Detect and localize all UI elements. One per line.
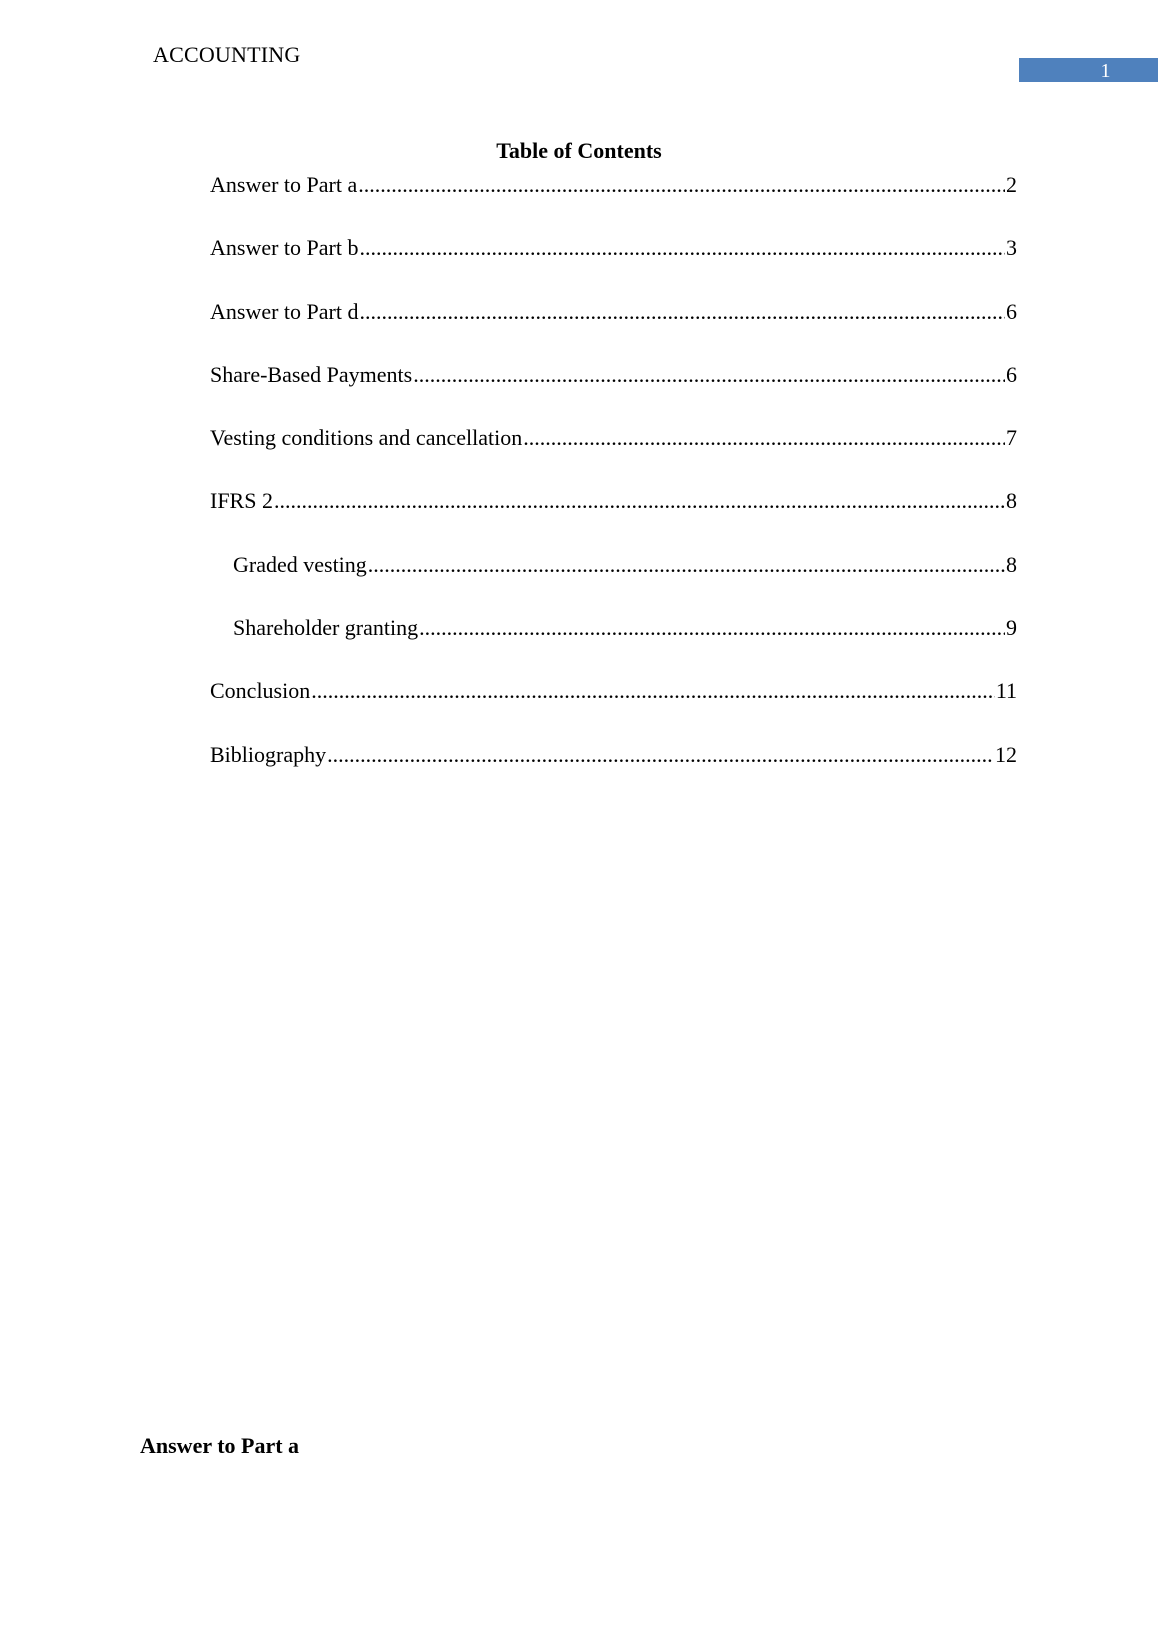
toc-entry-label: Conclusion	[210, 678, 311, 704]
toc-entry[interactable]	[210, 168, 1017, 231]
toc-dot-leader	[311, 674, 995, 708]
toc-entry-page: 2	[1006, 172, 1017, 197]
toc-entry-label: Share-Based Payments	[210, 361, 413, 387]
toc-entry-label: Vesting conditions and cancellation	[210, 425, 523, 451]
section-heading: Answer to Part a	[140, 1433, 300, 1458]
toc-entry[interactable]	[210, 421, 1017, 484]
toc-entry[interactable]	[210, 738, 1017, 801]
toc-entry-page: 6	[1006, 298, 1017, 324]
toc-subentry[interactable]	[210, 611, 1017, 674]
toc-dot-leader	[368, 548, 1005, 582]
table-of-contents	[210, 168, 1017, 801]
page-number-badge: 1	[1019, 58, 1158, 82]
toc-dot-leader	[419, 611, 1005, 645]
toc-dot-leader	[413, 358, 1005, 392]
toc-entry-page: 8	[1006, 488, 1017, 514]
toc-title: Table of Contents	[496, 138, 662, 163]
toc-entry[interactable]	[210, 295, 1017, 358]
toc-dot-leader	[358, 168, 1005, 202]
toc-entry-label: Answer to Part b	[210, 235, 359, 261]
toc-entry-label: Shareholder granting	[233, 615, 419, 641]
toc-entry-page: 6	[1006, 361, 1017, 387]
toc-subentry[interactable]	[210, 548, 1017, 611]
toc-entry[interactable]	[210, 231, 1017, 294]
toc-entry-page: 3	[1006, 235, 1017, 261]
toc-entry[interactable]	[210, 484, 1017, 547]
toc-entry-page: 9	[1006, 615, 1017, 641]
toc-entry-page: 12	[995, 741, 1017, 767]
toc-entry[interactable]	[210, 358, 1017, 421]
toc-entry-page: 11	[995, 678, 1017, 704]
toc-entry-label: Graded vesting	[233, 551, 367, 577]
toc-dot-leader	[274, 484, 1005, 518]
running-header-title: ACCOUNTING	[153, 42, 301, 67]
toc-entry-page: 8	[1006, 551, 1017, 577]
toc-dot-leader	[523, 421, 1005, 455]
toc-entry-label: Bibliography	[210, 741, 327, 767]
toc-entry-label: Answer to Part d	[210, 298, 359, 324]
toc-entry-label: Answer to Part a	[210, 172, 358, 197]
toc-dot-leader	[359, 295, 1005, 329]
toc-entry[interactable]	[210, 674, 1017, 737]
toc-entry-label: IFRS 2	[210, 488, 273, 514]
toc-entry-page: 7	[1006, 425, 1017, 451]
toc-dot-leader	[327, 738, 994, 772]
toc-dot-leader	[359, 231, 1005, 265]
